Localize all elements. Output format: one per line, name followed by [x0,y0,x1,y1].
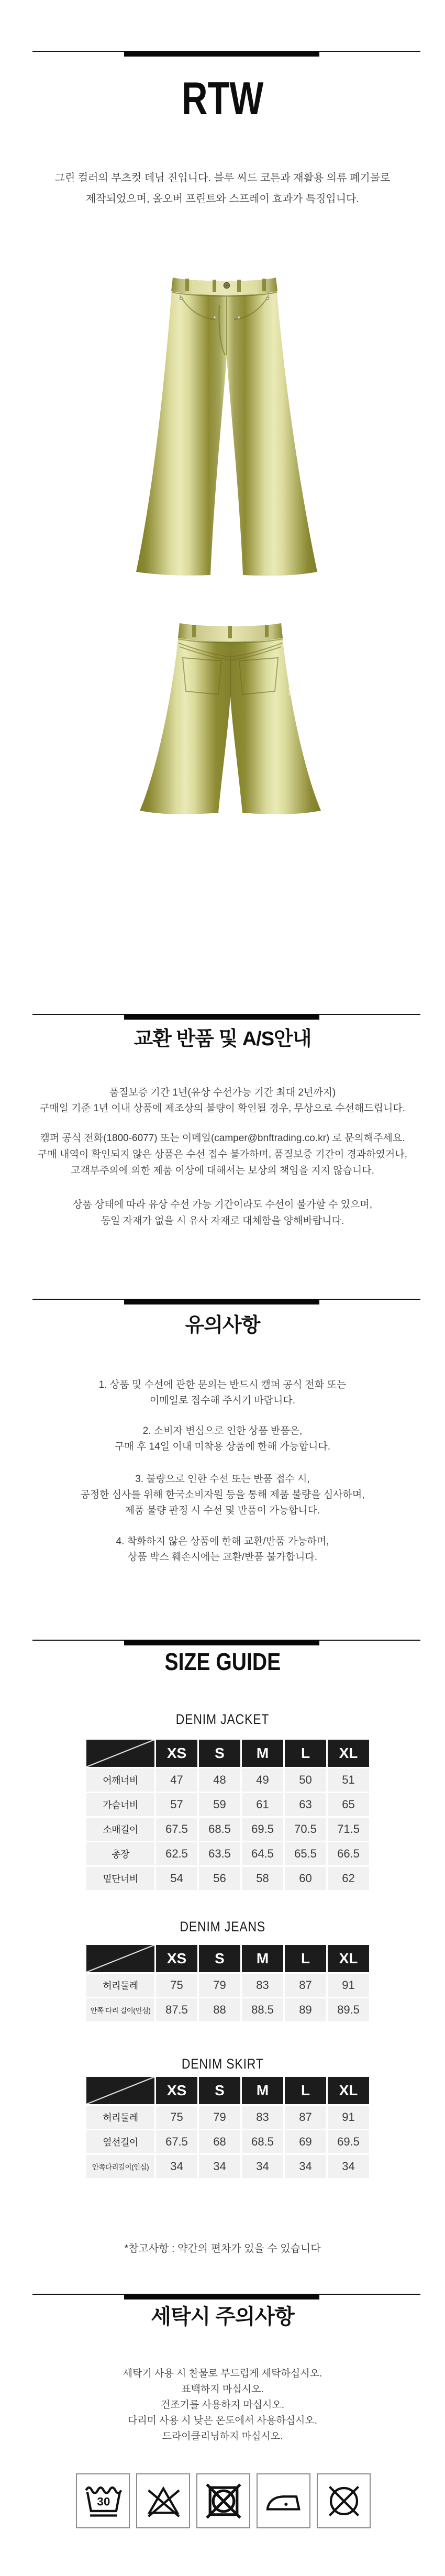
svg-text:LAJE: LAJE [288,691,301,696]
size-table-denim-jeans [86,1945,369,2021]
table-size-header: XS [156,2077,197,2104]
divider-bar [124,1014,319,1020]
table-cell-value: 68.5 [242,2130,283,2153]
text-line: 상품 박스 훼손시에는 교환/반품 불가합니다. [127,1552,318,1563]
text-line: 4. 착화하지 않은 상품에 한해 교환/반품 가능하며, [116,1536,329,1547]
table-cell-value: 60 [285,1867,326,1890]
size-table-denim-jacket [86,1740,369,1890]
laundry-care-icons [76,2473,371,2528]
text-line: 고객부주의에 의한 제품 이상에 대해서는 보상의 책임을 지지 않습니다. [71,1165,374,1176]
table-cell-value: 79 [199,2106,240,2129]
table-cell-value: 83 [242,2106,283,2129]
table-size-header: S [199,1945,240,1972]
table-size-header: XL [328,2077,369,2104]
text-line: 캠퍼 공식 전화(1800-6077) 또는 이메일(camper@bnftrading.co.kr) 로 문의해주세요. [40,1133,405,1144]
table-cell-value: 75 [156,2106,197,2129]
table-cell-value: 79 [199,1974,240,1997]
text-line: 구매일 기준 1년 이내 상품에 제조상의 불량이 확인될 경우, 무상으로 수선해드립니다. [40,1103,405,1114]
table-cell-value: 50 [285,1768,326,1792]
table-cell-value: 59 [199,1793,240,1816]
pants-back-body [140,623,321,814]
exchange-paragraph [0,1130,445,1179]
table-size-header: M [242,1740,283,1767]
text-line: 구매 내역이 확인되지 않은 상품은 수선 접수 불가하며, 품질보증 기간이 경과하였거나, [38,1149,407,1160]
table-size-header: XS [156,1740,197,1767]
text-line: 3. 불량으로 인한 수선 또는 반품 접수 시, [135,1474,310,1485]
text-line: 공정한 심사를 위해 한국소비자원 등을 통해 제품 불량을 심사하며, [80,1489,365,1500]
table-cell-value: 87.5 [156,1998,197,2021]
table-size-header: S [199,2077,240,2104]
table-cell-value: 48 [199,1768,240,1792]
divider-bar [124,2294,319,2299]
table-cell-value: 83 [242,1974,283,1997]
text-line: 드라이클리닝하지 마십시오. [162,2431,283,2442]
table-title-denim-jacket: DENIM JACKET [175,1711,270,1727]
table-cell-value: 64.5 [242,1842,283,1865]
notice-item [0,1377,445,1409]
table-cell-value: 56 [199,1867,240,1890]
table-cell-value: 62 [328,1867,369,1890]
divider-bar [124,1299,319,1304]
table-cell-value: 57 [156,1793,197,1816]
table-cell-value: 87 [285,1974,326,1997]
table-size-header: M [242,1945,283,1972]
table-cell-value: 34 [242,2155,283,2178]
table-cell-value: 89 [285,1998,326,2021]
table-cell-value: 69 [285,2130,326,2153]
exchange-paragraph [0,1085,445,1116]
table-cell-value: 65 [328,1793,369,1816]
do-not-bleach-icon [136,2473,190,2528]
table-cell-value: 62.5 [156,1842,197,1865]
table-cell-value: 88 [199,1998,240,2021]
table-cell-value: 54 [156,1867,197,1890]
text-line: 제작되었으며, 올오버 프린트와 스프레이 효과가 특징입니다. [86,193,359,205]
table-row-label: 어깨너비 [86,1768,154,1792]
text-line: 1. 상품 및 수선에 관한 문의는 반드시 캠퍼 공식 전화 또는 [98,1379,347,1390]
table-size-header: L [285,2077,326,2104]
table-size-header: M [242,2077,283,2104]
table-cell-value: 63 [285,1793,326,1816]
section-divider [0,1640,445,1646]
table-cell-value: 69.5 [242,1818,283,1841]
table-title-denim-skirt: DENIM SKIRT [181,2056,264,2072]
notice-item [0,1534,445,1565]
svg-text:CUU: CUU [288,682,299,687]
table-cell-value: 91 [328,2106,369,2129]
table-cell-value: 68.5 [199,1818,240,1841]
table-corner-cell [86,1945,154,1972]
table-cell-value: 91 [328,1974,369,1997]
table-cell-value: 67.5 [156,2130,197,2153]
table-cell-value: 51 [328,1768,369,1792]
table-size-header: XS [156,1945,197,1972]
table-row-label: 허리둘레 [86,2106,154,2129]
notice-item [0,1472,445,1519]
exchange-paragraph [0,1197,445,1229]
product-description [0,168,445,209]
table-cell-value: 89.5 [328,1998,369,2021]
table-size-header: L [285,1740,326,1767]
table-row-label: 허리둘레 [86,1974,154,1997]
section-divider [0,51,445,57]
table-cell-value: 88.5 [242,1998,283,2021]
table-row-label: 소매길이 [86,1818,154,1841]
text-line: 품질보증 기간 1년(유상 수선가능 기간 최대 2년까지) [109,1087,336,1098]
product-image-back [139,618,322,817]
washing-section-title: 세탁시 주의사항 [151,2305,294,2328]
product-image-front [135,272,318,579]
table-size-header: XL [328,1740,369,1767]
exchange-section-title: 교환 반품 및 A/S안내 [134,1028,312,1050]
table-row-label: 총장 [86,1842,154,1865]
table-cell-value: 68 [199,2130,240,2153]
table-cell-value: 65.5 [285,1842,326,1865]
svg-text:HER: HER [288,687,299,692]
text-line: 상품 상태에 따라 유상 수선 가능 기간이라도 수선이 불가할 수 있으며, [73,1199,372,1210]
text-line: 세탁기 사용 시 찬물로 부드럽게 세탁하십시오. [123,2368,322,2379]
text-line: 2. 소비자 변심으로 인한 상품 반품은, [142,1425,303,1436]
table-cell-value: 34 [199,2155,240,2178]
table-size-header: S [199,1740,240,1767]
size-guide-note: *참고사항 : 약간의 편차가 있을 수 있습니다 [124,2243,321,2254]
table-row-label: 가슴너비 [86,1793,154,1816]
text-line: 동일 자재가 없을 시 유사 자재로 대체함을 양해바랍니다. [101,1215,344,1226]
text-line: 그린 컬러의 부츠컷 데님 진입니다. 블루 씨드 코튼과 재활용 의류 폐기물로 [54,172,391,184]
text-line: 제품 불량 판정 시 수선 및 반품이 가능합니다. [125,1505,320,1516]
table-corner-cell [86,1740,154,1767]
table-cell-value: 67.5 [156,1818,197,1841]
table-cell-value: 71.5 [328,1818,369,1841]
table-cell-value: 70.5 [285,1818,326,1841]
iron-low-icon [257,2473,310,2528]
table-cell-value: 87 [285,2106,326,2129]
table-cell-value: 63.5 [199,1842,240,1865]
table-cell-value: 58 [242,1867,283,1890]
table-cell-value: 49 [242,1768,283,1792]
text-line: 이메일로 접수해 주시기 바랍니다. [149,1395,296,1406]
table-row-label: 밑단너비 [86,1867,154,1890]
table-corner-cell [86,2077,154,2104]
table-title-denim-jeans: DENIM JEANS [180,1919,265,1934]
text-line: 다리미 사용 시 낮은 온도에서 사용하십시오. [127,2415,318,2426]
table-row-label: 안쪽다리길이(인심) [86,2155,154,2178]
table-cell-value: 66.5 [328,1842,369,1865]
section-divider [0,2294,445,2300]
size-table-denim-skirt [86,2077,369,2178]
table-cell-value: 34 [285,2155,326,2178]
washing-instructions [0,2366,445,2445]
divider-bar [124,51,319,57]
svg-text:30: 30 [96,2495,110,2508]
text-line: 구매 후 14일 이내 미착용 상품에 한해 가능합니다. [114,1441,331,1452]
table-cell-value: 61 [242,1793,283,1816]
table-cell-value: 69.5 [328,2130,369,2153]
wash-30-icon [76,2473,130,2528]
text-line: 건조기를 사용하지 마십시오. [160,2400,285,2411]
table-cell-value: 75 [156,1974,197,1997]
table-cell-value: 47 [156,1768,197,1792]
do-not-tumble-dry-icon [196,2473,250,2528]
divider-bar [124,1640,319,1645]
notice-item [0,1423,445,1455]
table-cell-value: 34 [328,2155,369,2178]
section-divider [0,1014,445,1020]
table-size-header: XL [328,1945,369,1972]
table-row-label: 옆선길이 [86,2130,154,2153]
section-divider [0,1299,445,1305]
table-cell-value: 34 [156,2155,197,2178]
brand-logo: RTW [181,72,264,124]
table-row-label: 안쪽 다리 길이(인심) [86,1998,154,2021]
size-guide-title: SIZE GUIDE [164,1648,281,1675]
do-not-dry-clean-icon [317,2473,371,2528]
table-size-header: L [285,1945,326,1972]
pants-front-button [224,283,230,289]
notice-section-title: 유의사항 [185,1314,260,1336]
text-line: 표백하지 마십시오. [181,2384,264,2395]
back-pocket-logo [288,682,301,696]
